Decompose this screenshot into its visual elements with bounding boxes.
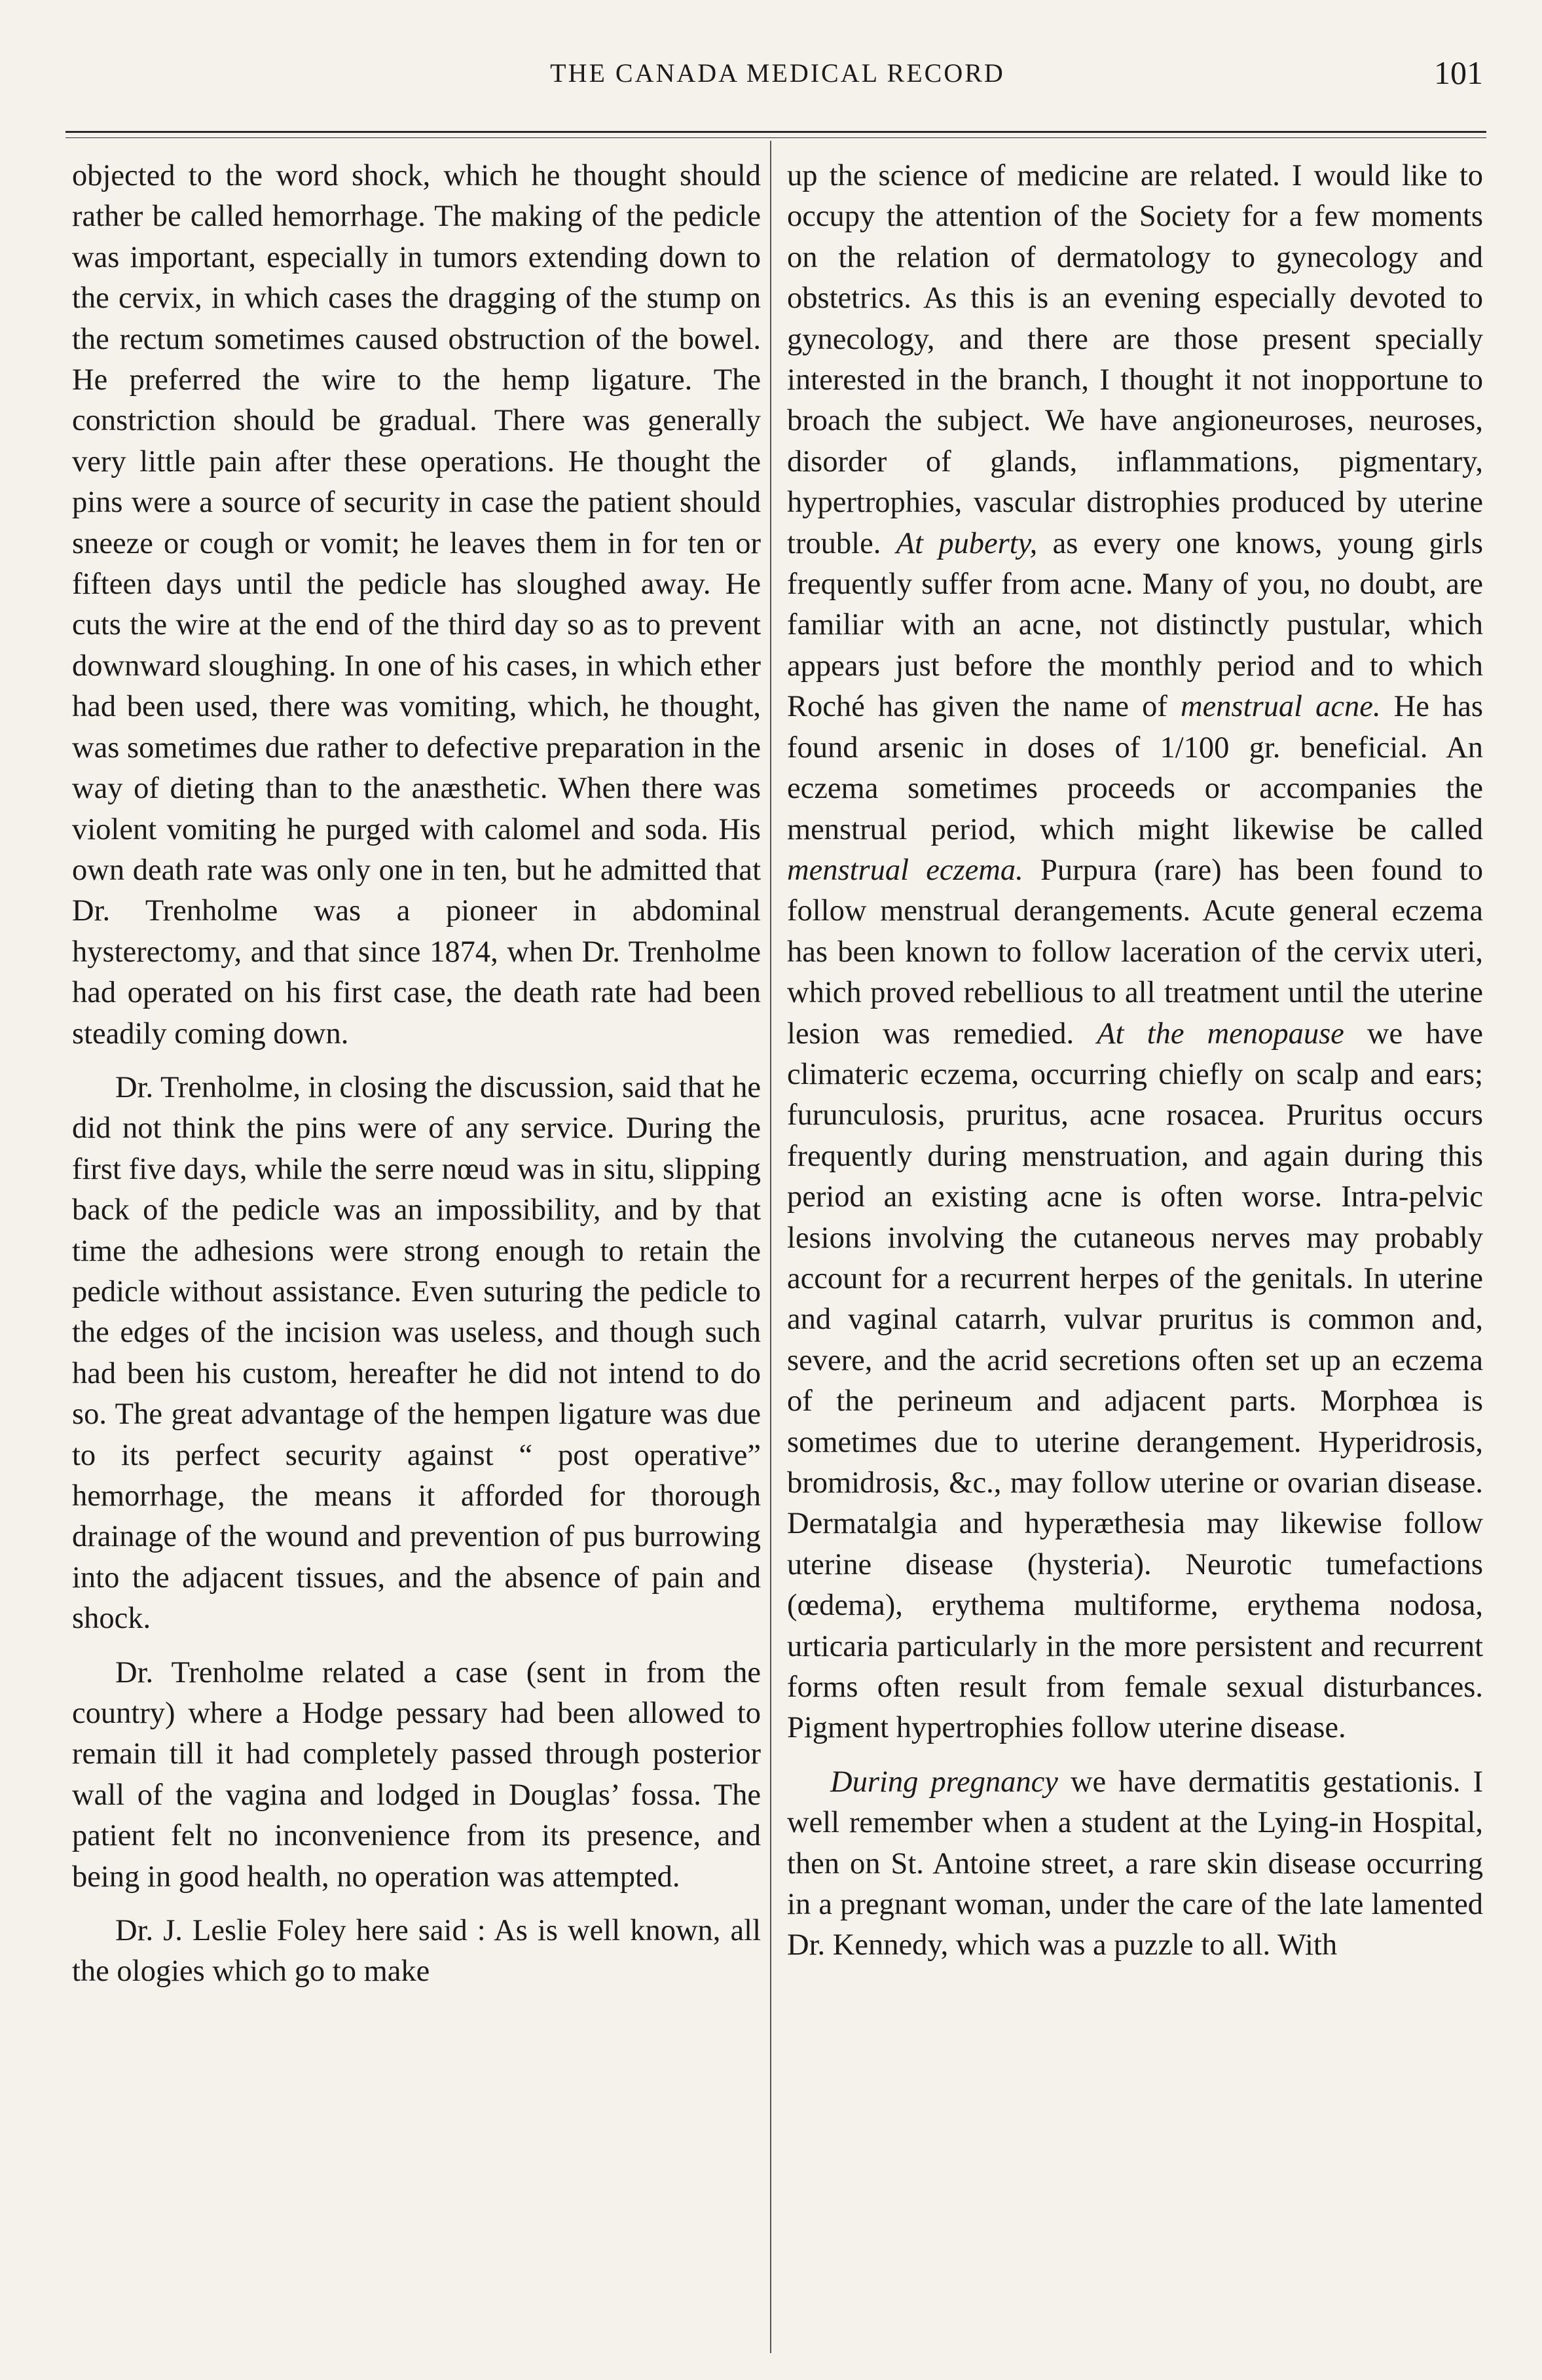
paragraph-hodge-pessary-case: Dr. Trenholme related a case (sent in from the country) where a Hodge pessary had been allowed to remain till it had completely passed through posterior wall of the vagina and lodged in Douglas’ fossa. The patient felt no inconvenience from its presence, and being in good health, no operation was attempted. bbox=[72, 1655, 761, 1894]
column-divider bbox=[770, 141, 771, 2353]
paragraph-pregnancy bbox=[787, 1762, 1483, 1966]
text-run: we have climateric eczema, occurring chiefly on scalp and ears; furunculosis, pruritus, acne rosacea. Pruritus occurs frequently during menstruation, and again during this period an existing acne is often worse. Intra-pelvic lesions involving the cutaneous nerves may probably account for a recurrent herpes of the genitals. In uterine and vaginal catarrh, vulvar pruritus is common and, severe, and the acrid secretions often set up an eczema of the perineum and adjacent parts. Morphœa is sometimes due to uterine derangement. Hyperidrosis, bromidrosis, &c., may follow uterine or ovarian disease. Dermatalgia and hyperæthesia may likewise follow uterine disease (hysteria). Neurotic tumefactions (œdema), erythema multiforme, erythema nodosa, urticaria particularly in the more persistent and recurrent forms often result from female sexual disturbances. Pigment hypertrophies follow uterine disease. bbox=[787, 1017, 1483, 1745]
page-number: 101 bbox=[1434, 54, 1483, 91]
text-run: He has found arsenic in doses of 1/100 gr. beneficial. An eczema sometimes proceeds or accompanies the menstrual period, which might likewise be called bbox=[787, 690, 1484, 846]
text-run: up the science of medicine are related. I would like to occupy the attention of the Society for a few moments on the relation of dermatology to gynecology and obstetrics. As this is an evening especially devoted to gynecology, and there are those present specially interested in the branch, I thought it not inopportune to broach the subject. We have angioneuroses, neuroses, disorder of glands, inflammations, pigmentary, hypertrophies, vascular distrophies produced by uterine trouble. bbox=[787, 159, 1483, 560]
paragraph-pedicle-discussion: objected to the word shock, which he thought should rather be called hemorrhage. The making of the pedicle was important, especially in tumors extending down to the cervix, in which cases the dragging of the stump on the rectum sometimes caused obstruction of the bowel. He preferred the wire to the hemp ligature. The constriction should be gradual. There was generally very little pain after these operations. He thought the pins were a source of security in case the patient should sneeze or cough or vomit; he leaves them in for ten or fifteen days until the pedicle has sloughed away. He cuts the wire at the end of the third day so as to prevent downward sloughing. In one of his cases, in which ether had been used, there was vomiting, which, he thought, was sometimes due rather to defective preparation in the way of dieting than to the anæsthetic. When there was violent vomiting he purged with calomel and soda. His own death rate was only one in ten, but he admitted that Dr. Trenholme was a pioneer in abdominal hysterectomy, and that since 1874, when Dr. Trenholme had operated on his first case, the death rate had been steadily coming down. bbox=[72, 159, 761, 1051]
header-rule bbox=[65, 131, 1486, 133]
right-column bbox=[787, 156, 1483, 1966]
running-head: THE CANADA MEDICAL RECORD bbox=[550, 58, 1005, 88]
italic-term-menopause: At the menopause bbox=[1097, 1017, 1344, 1051]
text-run: we have dermatitis gestationis. I well remember when a student at the Lying-in Hospital, then on St. Antoine street, a rare skin disease occurring in a pregnant woman, under the care of the late lamented Dr. Kennedy, which was a puzzle to all. With bbox=[787, 1765, 1484, 1962]
paragraph-trenholme-closing: Dr. Trenholme, in closing the discussion, said that he did not think the pins were of any service. During the first five days, while the serre nœud was in situ, slipping back of the pedicle was an impossibility, and by that time the adhesions were strong enough to retain the pedicle without assistance. Even suturing the pedicle to the edges of the incision was useless, and though such had been his custom, hereafter he did not intend to do so. The great advantage of the hempen ligature was due to its perfect security against “ post operative” hemorrhage, the means it afforded for thorough drainage of the wound and prevention of pus burrowing into the adjacent tissues, and the absence of pain and shock. bbox=[72, 1070, 761, 1636]
text-run: as every one knows, young girls frequently suffer from acne. Many of you, no doubt, are familiar with an acne, not distinctly pustular, which appears just before the monthly period and to which Roché has given the name of bbox=[787, 526, 1484, 724]
text-run: Purpura (rare) has been found to follow menstrual derangements. Acute general eczema has been known to follow laceration of the cervix uteri, which proved rebellious to all treatment until the uterine lesion was remedied. bbox=[787, 853, 1484, 1051]
left-column bbox=[72, 156, 761, 1992]
italic-term-pregnancy: During pregnancy bbox=[830, 1765, 1058, 1799]
italic-term-menstrual-acne: menstrual acne. bbox=[1181, 690, 1381, 724]
italic-term-menstrual-eczema: menstrual eczema. bbox=[787, 853, 1023, 887]
page-header bbox=[72, 54, 1483, 117]
italic-term-puberty: At puberty, bbox=[896, 526, 1038, 560]
paragraph-dermatology-gynecology bbox=[787, 156, 1483, 1749]
paragraph-foley-remarks: Dr. J. Leslie Foley here said : As is well known, all the ologies which go to make bbox=[72, 1914, 761, 1989]
header-rule-thin bbox=[65, 137, 1486, 138]
